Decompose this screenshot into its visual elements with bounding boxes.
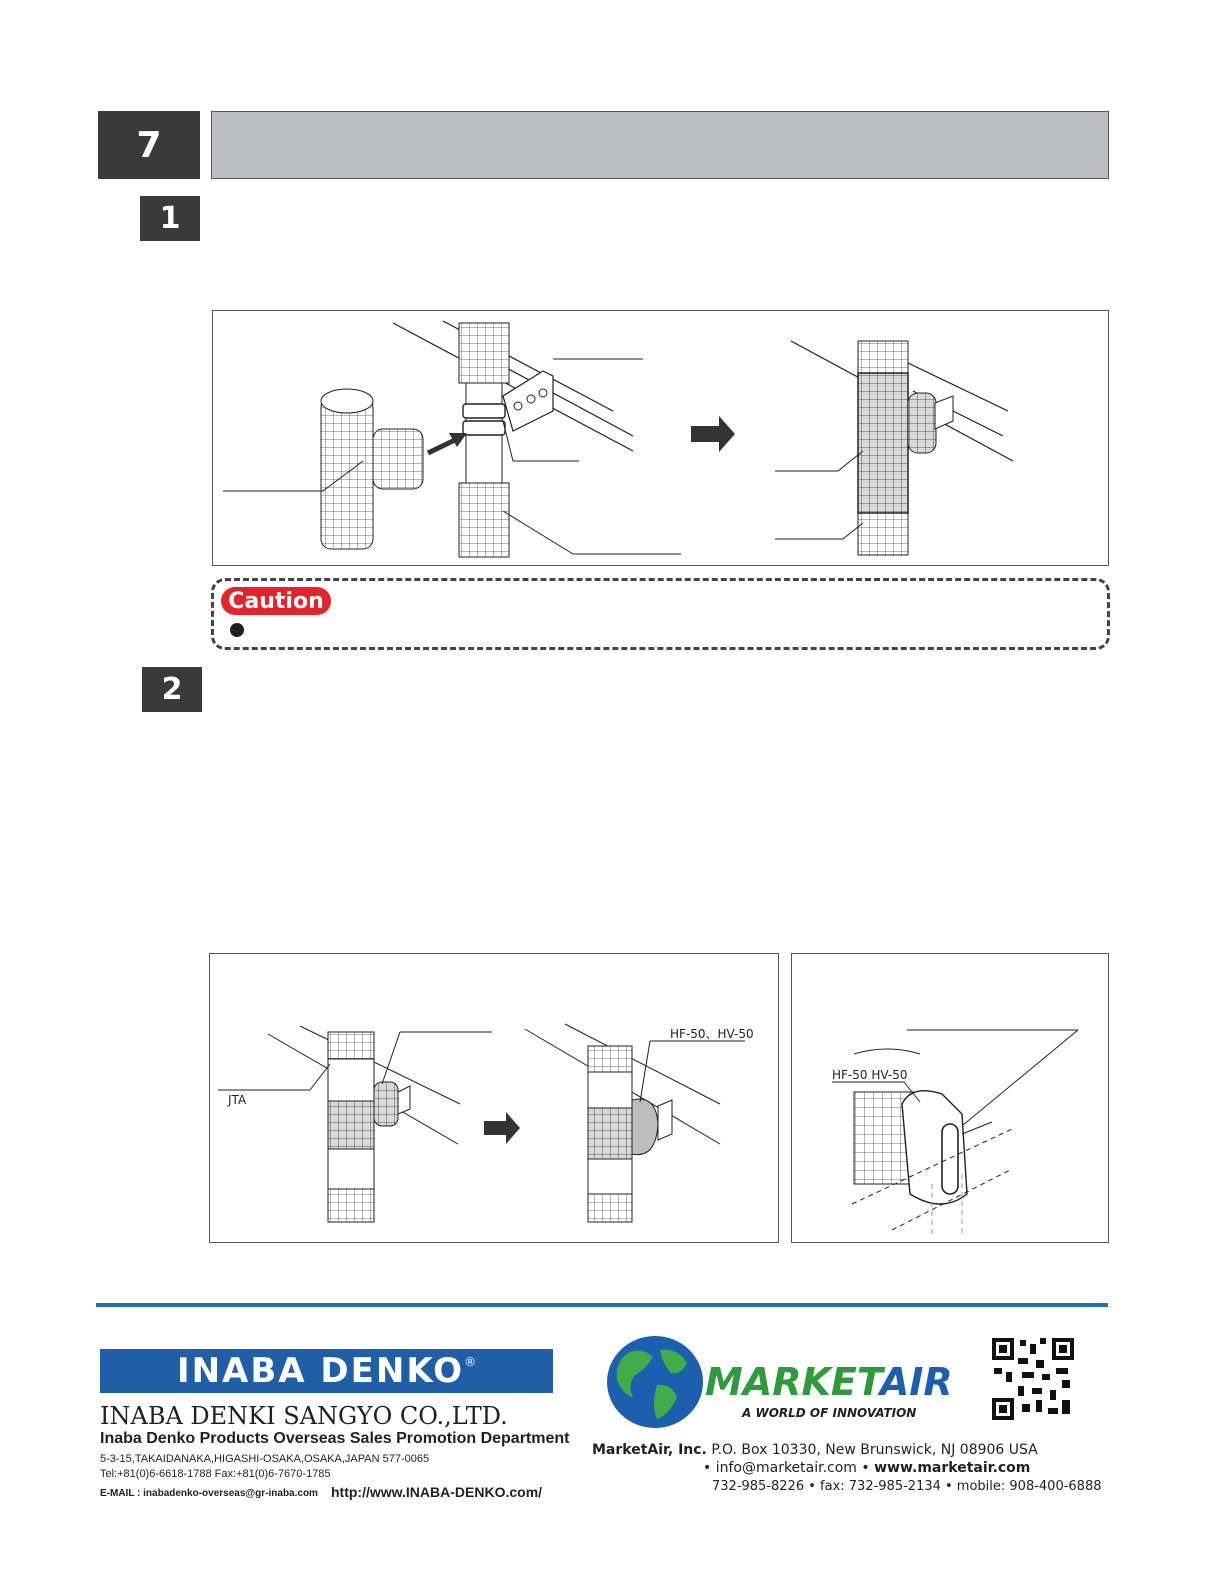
inaba-company-name: INABA DENKI SANGYO CO.,LTD.: [100, 1402, 508, 1430]
part-label-right: HF-50 HV-50: [832, 1068, 908, 1082]
figure-1: [212, 310, 1109, 566]
part-label-middle: HF-50、HV-50: [670, 1027, 754, 1041]
jta-label: JTA: [228, 1093, 247, 1107]
figure-2-left-drawing: [210, 954, 777, 1241]
qr-code-icon: [992, 1338, 1074, 1420]
step-1-number-box: [140, 196, 200, 241]
marketair-brand-b: AIR: [879, 1360, 953, 1404]
step-2-number: 2: [161, 672, 183, 707]
globe-icon: [605, 1335, 705, 1430]
step-2-number-box: [142, 667, 202, 712]
inaba-department: Inaba Denko Products Overseas Sales Promotion Department: [100, 1430, 570, 1447]
figure-2-right: [791, 953, 1109, 1243]
figure-1-drawing: [213, 311, 1107, 564]
marketair-url[interactable]: www.marketair.com: [874, 1460, 1031, 1476]
marketair-email[interactable]: info@marketair.com: [715, 1460, 857, 1476]
figure-2-left: [209, 953, 779, 1243]
step-1-number: 1: [159, 201, 181, 236]
footer-rule: [96, 1303, 1108, 1307]
section-number: 7: [136, 124, 162, 166]
figure-2-right-drawing: [792, 954, 1107, 1241]
marketair-tagline: A WORLD OF INNOVATION: [742, 1406, 917, 1420]
inaba-brand: INABA DENKO: [176, 1351, 465, 1391]
marketair-address-line: [592, 1442, 1038, 1458]
bullet-1: •: [703, 1460, 712, 1476]
inaba-registered: ®: [464, 1355, 477, 1369]
caution-tag: [221, 587, 331, 615]
inaba-phone: Tel:+81(0)6-6618-1788 Fax:+81(0)6-7670-1785: [100, 1468, 331, 1480]
inaba-logo-banner: [100, 1349, 553, 1393]
bullet-2: •: [861, 1460, 870, 1476]
marketair-web-line: [703, 1460, 1030, 1476]
section-number-box: [98, 111, 200, 179]
caution-bullet: [230, 623, 244, 637]
inaba-email[interactable]: E-MAIL : inabadenko-overseas@gr-inaba.com: [100, 1488, 318, 1499]
inaba-address: 5-3-15,TAKAIDANAKA,HIGASHI-OSAKA,OSAKA,JAPAN 577-0065: [100, 1453, 430, 1465]
section-title-bar: [211, 111, 1109, 179]
marketair-company: MarketAir, Inc.: [592, 1442, 707, 1458]
marketair-phone: 732-985-8226 • fax: 732-985-2134 • mobile: 908-400-6888: [712, 1479, 1102, 1494]
marketair-address: P.O. Box 10330, New Brunswick, NJ 08906 USA: [711, 1442, 1038, 1458]
caution-box: [211, 578, 1110, 650]
marketair-brand-a: MARKET: [705, 1360, 880, 1404]
marketair-wordmark: [705, 1360, 953, 1404]
inaba-url[interactable]: http://www.INABA-DENKO.com/: [331, 1484, 543, 1500]
caution-label: Caution: [228, 588, 324, 614]
